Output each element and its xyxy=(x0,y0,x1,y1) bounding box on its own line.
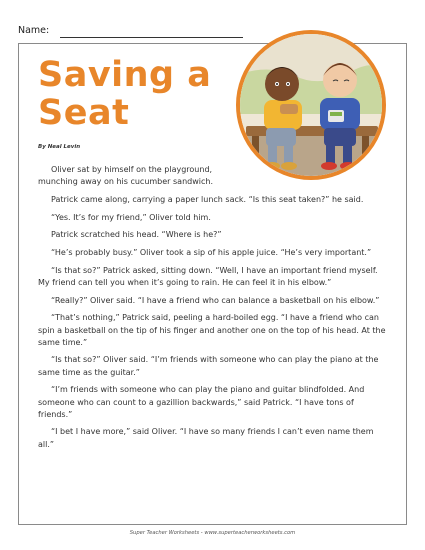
title-line-1: Saving a xyxy=(38,55,212,95)
story-illustration xyxy=(236,30,386,180)
story-paragraph: Oliver sat by himself on the playground, munching away on his cucumber sandwich. xyxy=(38,165,214,187)
story-paragraph: “I’m friends with someone who can play the piano and guitar blindfolded. And someone who can count to a gazillion backwards,” said Patrick. “I have tons of friends.” xyxy=(38,385,365,419)
name-field[interactable] xyxy=(60,37,243,38)
page-footer: Super Teacher Worksheets - www.superteacherworksheets.com xyxy=(129,530,296,536)
story-paragraph: Patrick scratched his head. “Where is he?” xyxy=(51,230,222,240)
story-paragraph: “Yes. It’s for my friend,” Oliver told him. xyxy=(51,212,211,222)
story-paragraph: “Is that so?” Patrick asked, sitting down. “Well, I have an important friend myself. My friend can tell you when it’s going to rain. He can feel it in his elbow.” xyxy=(38,265,378,287)
byline: By Neal Levin xyxy=(38,144,81,150)
story-paragraph: “That’s nothing,” Patrick said, peeling a hard-boiled egg. “I have a friend who can spin a basketball on the tip of his finger and another one on the top of his head. At the same time.” xyxy=(38,313,386,347)
story-title xyxy=(38,56,211,132)
name-label: Name: xyxy=(18,25,50,36)
story-paragraph: “He’s probably busy.” Oliver took a sip of his apple juice. “He’s very important.” xyxy=(51,248,372,258)
story-paragraph: Patrick came along, carrying a paper lunch sack. “Is this seat taken?” he said. xyxy=(51,194,364,204)
story-paragraph: “Is that so?” Oliver said. “I’m friends with someone who can play the piano at the same time as the guitar.” xyxy=(38,355,379,377)
story-paragraph: “I bet I have more,” said Oliver. “I have so many friends I can’t even name them all.” xyxy=(38,427,374,449)
title-line-2: Seat xyxy=(38,93,130,133)
kids-on-bench-illustration xyxy=(240,34,382,176)
story-paragraph: “Really?” Oliver said. “I have a friend who can balance a basketball on his elbow.” xyxy=(51,295,380,305)
story-text xyxy=(38,164,390,456)
